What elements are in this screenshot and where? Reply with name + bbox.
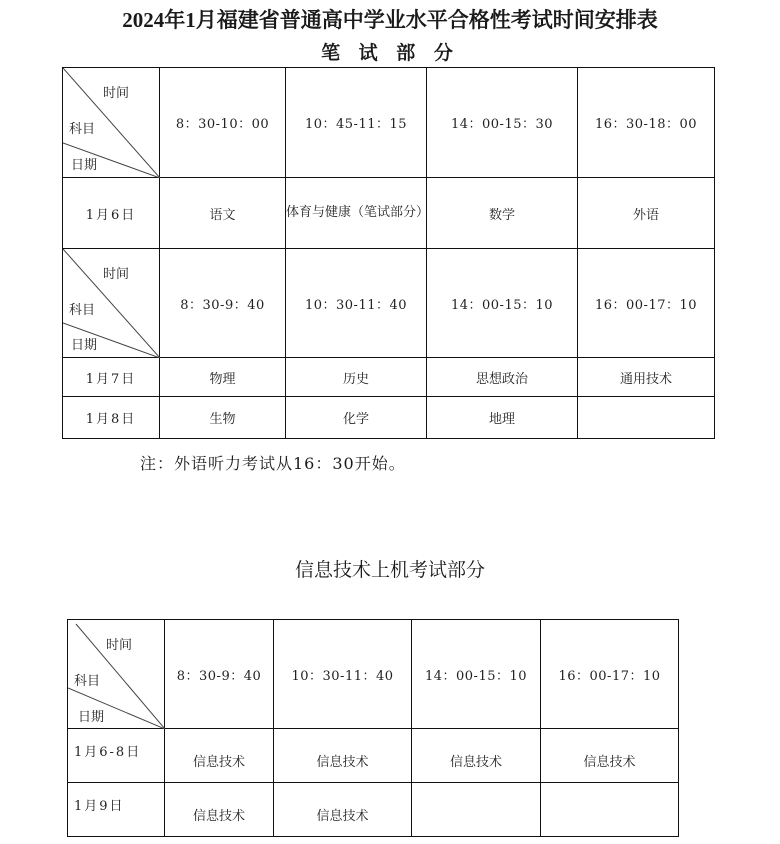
header-date-label: 日期 <box>78 710 105 725</box>
subject-cell: 信息技术 <box>274 783 412 837</box>
subject-cell: 语文 <box>160 178 286 249</box>
time-slot: 14：00-15：10 <box>412 620 541 729</box>
time-slot: 16：30-18：00 <box>578 68 715 178</box>
written-exam-table <box>62 67 715 439</box>
subject-cell: 物理 <box>160 358 286 397</box>
subject-cell: 信息技术 <box>165 729 274 783</box>
time-slot: 10：30-11：40 <box>286 249 427 358</box>
written-section-title: 笔 试 部 分 <box>321 42 459 64</box>
subject-cell: 信息技术 <box>274 729 412 783</box>
document-title: 2024年1月福建省普通高中学业水平合格性考试时间安排表 <box>122 8 658 32</box>
subject-cell: 化学 <box>286 397 427 439</box>
header-subject-label: 科目 <box>69 122 96 137</box>
subject-cell <box>412 783 541 837</box>
computer-exam-table <box>67 619 679 837</box>
time-header-row <box>63 68 715 178</box>
header-date-label: 日期 <box>71 158 98 173</box>
time-slot: 10：45-11：15 <box>286 68 427 178</box>
subject-cell: 通用技术 <box>578 358 715 397</box>
date-cell: 1月6-8日 <box>68 729 165 783</box>
table-row <box>63 178 715 249</box>
header-subject-label: 科目 <box>74 674 101 689</box>
header-subject-label: 科目 <box>69 303 96 318</box>
header-time-label: 时间 <box>103 267 130 282</box>
diagonal-header-cell <box>68 620 165 729</box>
table-row <box>68 783 679 837</box>
time-slot: 16：00-17：10 <box>578 249 715 358</box>
header-date-label: 日期 <box>71 338 98 353</box>
subject-cell: 数学 <box>427 178 578 249</box>
header-time-label: 时间 <box>103 86 130 101</box>
diagonal-header-cell <box>63 249 160 358</box>
subject-cell: 信息技术 <box>541 729 679 783</box>
note-text: 注：外语听力考试从16：30开始。 <box>140 454 406 473</box>
time-slot: 14：00-15：10 <box>427 249 578 358</box>
subject-cell: 信息技术 <box>412 729 541 783</box>
subject-cell: 生物 <box>160 397 286 439</box>
header-time-label: 时间 <box>106 638 133 653</box>
subject-cell: 历史 <box>286 358 427 397</box>
subject-cell: 体育与健康（笔试部分） <box>286 178 427 249</box>
diagonal-header-cell <box>63 68 160 178</box>
date-cell: 1月7日 <box>63 358 160 397</box>
table-row <box>63 397 715 439</box>
date-cell: 1月6日 <box>63 178 160 249</box>
date-cell: 1月8日 <box>63 397 160 439</box>
time-slot: 8：30-10：00 <box>160 68 286 178</box>
time-slot: 16：00-17：10 <box>541 620 679 729</box>
time-slot: 10：30-11：40 <box>274 620 412 729</box>
subject-cell: 思想政治 <box>427 358 578 397</box>
subject-cell <box>541 783 679 837</box>
date-cell: 1月9日 <box>68 783 165 837</box>
time-slot: 8：30-9：40 <box>165 620 274 729</box>
time-header-row <box>68 620 679 729</box>
table-row <box>68 729 679 783</box>
subject-cell <box>578 397 715 439</box>
time-header-row <box>63 249 715 358</box>
table-row <box>63 358 715 397</box>
subject-cell: 外语 <box>578 178 715 249</box>
subject-cell: 信息技术 <box>165 783 274 837</box>
computer-section-title: 信息技术上机考试部分 <box>294 559 485 581</box>
time-slot: 8：30-9：40 <box>160 249 286 358</box>
time-slot: 14：00-15：30 <box>427 68 578 178</box>
subject-cell: 地理 <box>427 397 578 439</box>
